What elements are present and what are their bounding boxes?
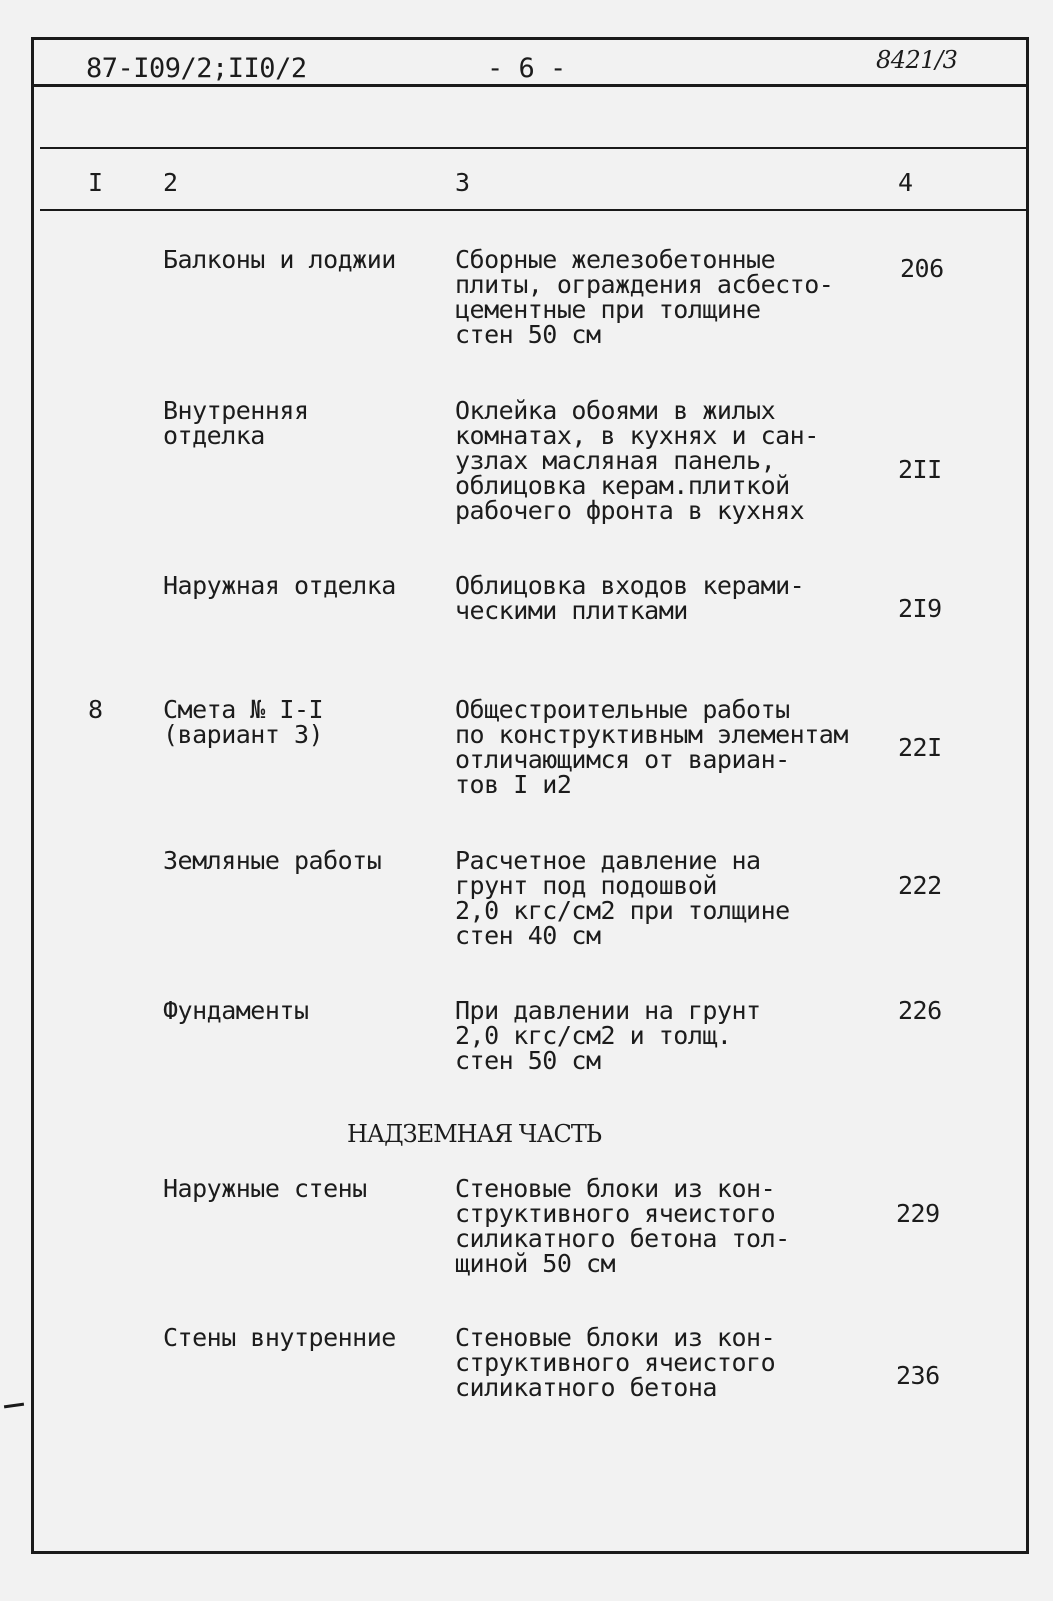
row-page: 236 [896,1361,940,1390]
row-page: 206 [900,254,944,283]
table-top-rule [40,147,1029,149]
row-description: Сборные железобетонные плиты, ограждения асбесто- цементные при толщине стен 50 см [455,245,834,349]
section-heading: НАДЗЕМНАЯ ЧАСТЬ [347,1120,602,1148]
row-page: 226 [898,996,942,1025]
row-element: Фундаменты [163,996,309,1025]
column-header-4: 4 [898,168,913,197]
row-element: Смета № I-I (вариант 3) [163,695,324,749]
row-page: 2II [898,455,942,484]
row-description: При давлении на грунт 2,0 кгс/см2 и толщ. стен 50 см [455,996,761,1075]
row-description: Расчетное давление на грунт под подошвой 2,0 кгс/см2 при толщине стен 40 см [455,846,790,950]
doc-code: 87-I09/2;II0/2 [86,53,307,84]
table-header-rule [40,209,1029,211]
margin-mark [4,1403,24,1409]
row-page: 22I [898,733,942,762]
column-header-3: 3 [455,168,470,197]
row-description: Облицовка входов керами- ческими плитками [455,571,805,625]
row-element: Внутренняя отделка [163,396,309,450]
row-page: 229 [896,1199,940,1228]
row-number: 8 [88,695,103,724]
row-description: Оклейка обоями в жилых комнатах, в кухнях и сан- узлах масляная панель, облицовка керам.плиткой рабочего фронта в кухнях [455,396,819,525]
header-rule [31,84,1029,87]
row-element: Наружная отделка [163,571,396,600]
row-description: Стеновые блоки из кон- структивного ячеистого силикатного бетона тол- щиной 50 см [455,1174,790,1278]
row-page: 2I9 [898,594,942,623]
row-element: Наружные стены [163,1174,367,1203]
archive-number: 8421/3 [876,46,958,74]
row-element: Балконы и лоджии [163,245,396,274]
column-header-2: 2 [163,168,178,197]
column-header-1: I [88,168,103,197]
row-description: Стеновые блоки из кон- структивного ячеистого силикатного бетона [455,1323,776,1402]
page-number: - 6 - [487,53,566,84]
row-page: 222 [898,871,942,900]
row-element: Земляные работы [163,846,382,875]
row-element: Стены внутренние [163,1323,396,1352]
row-description: Общестроительные работы по конструктивным элементам отличающимся от вариан- тов I и2 [455,695,848,799]
